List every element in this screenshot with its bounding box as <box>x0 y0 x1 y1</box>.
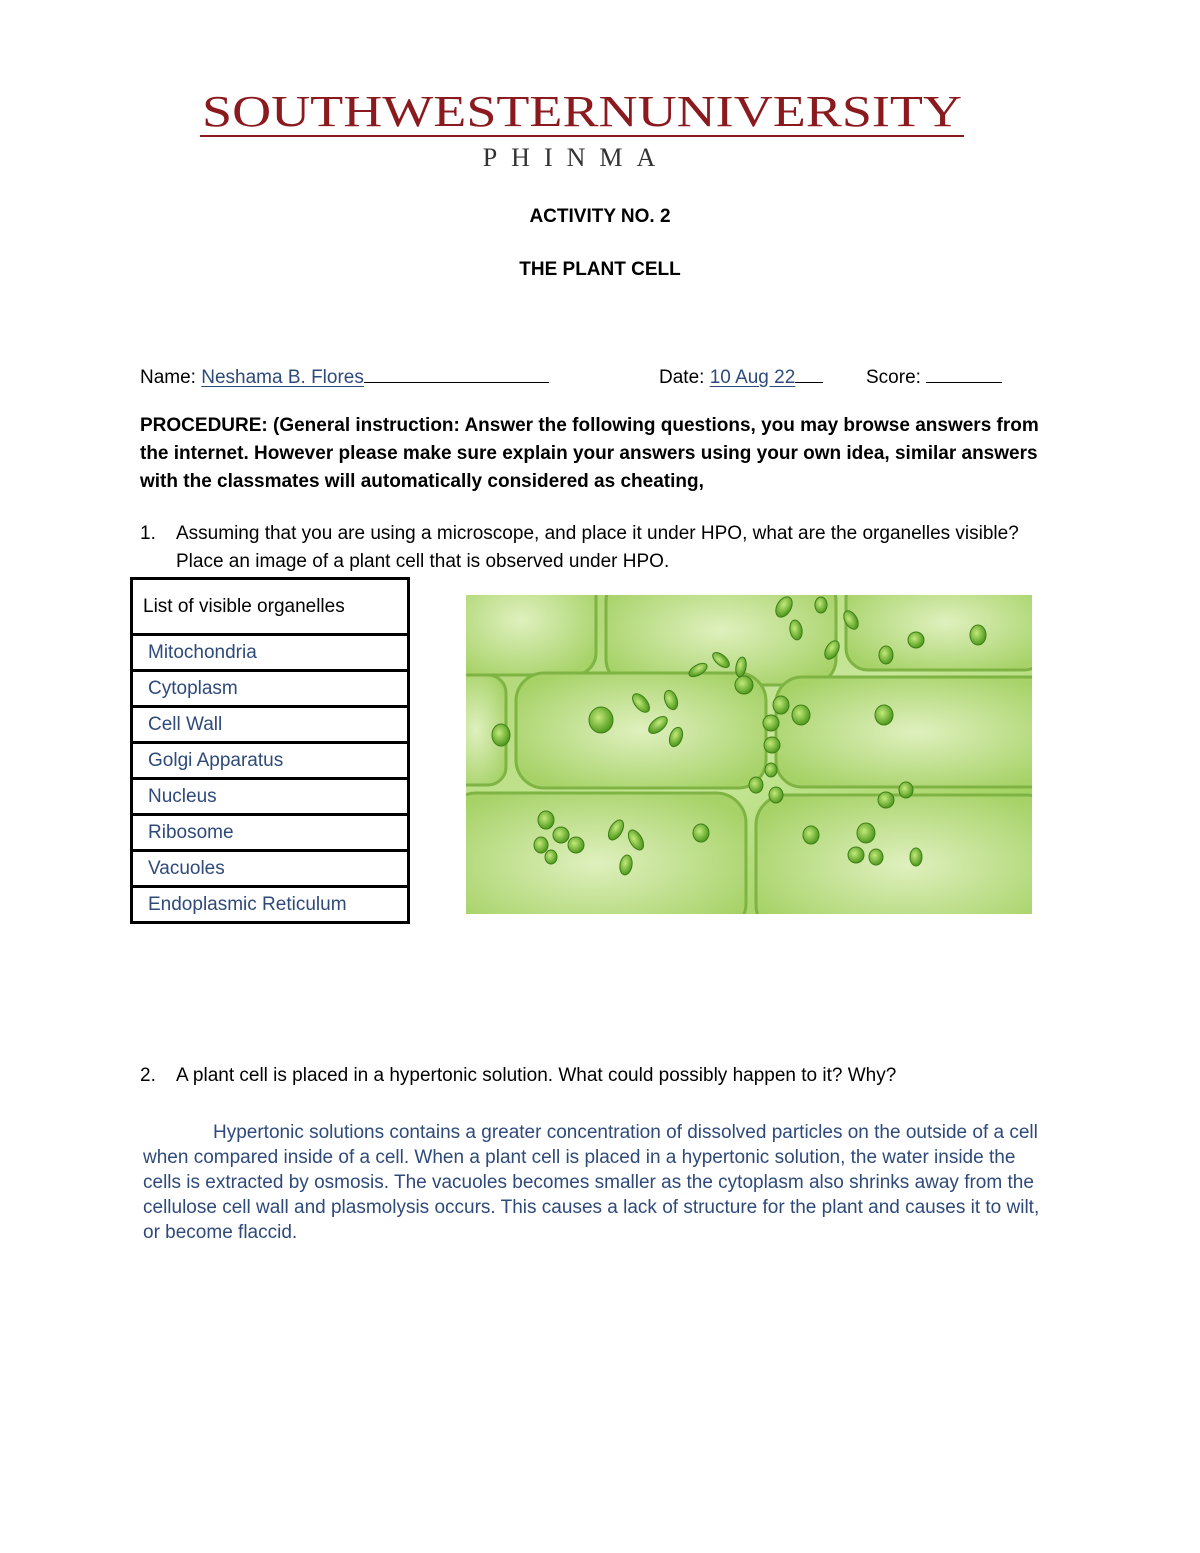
table-cell[interactable]: Vacuoles <box>132 851 409 887</box>
table-cell[interactable]: Nucleus <box>132 779 409 815</box>
table-cell[interactable]: Cytoplasm <box>132 671 409 707</box>
name-underline <box>364 364 549 383</box>
score-field[interactable] <box>926 364 1002 383</box>
logo-main-text: SOUTHWESTERNUNIVERSITY <box>202 88 963 136</box>
logo-sub-text: PHINMA <box>482 143 670 172</box>
answer-2-text[interactable]: Hypertonic solutions contains a greater concentration of dissolved particles on the outside of a cell when compared inside of a cell. When a plant cell is placed in a hypertonic solution, the water inside the cells is extracted by osmosis. The vacuoles becomes smaller as the cytoplasm also shrinks away from the cellulose cell wall and plasmolysis occurs. This causes a lack of structure for the plant and causes it to wilt, or become flaccid. <box>143 1122 1040 1243</box>
table-cell[interactable]: Endoplasmic Reticulum <box>132 887 409 923</box>
plant-cell-micrograph <box>466 595 1032 914</box>
score-label: Score: <box>866 367 921 388</box>
info-line <box>140 364 549 389</box>
table-cell[interactable]: Cell Wall <box>132 707 409 743</box>
table-cell[interactable]: Golgi Apparatus <box>132 743 409 779</box>
table-cell[interactable]: Ribosome <box>132 815 409 851</box>
question-1 <box>140 520 1070 576</box>
university-logo <box>200 88 964 172</box>
organelle-table <box>130 577 410 924</box>
activity-subject: THE PLANT CELL <box>519 259 681 280</box>
question-number: 1. <box>140 523 156 544</box>
question-text: Assuming that you are using a microscope, and place it under HPO, what are the organelles visible? Place an image of a plant cell that is observed under HPO. <box>176 523 1019 572</box>
date-underline <box>795 364 823 383</box>
table-cell[interactable]: Mitochondria <box>132 635 409 671</box>
table-header: List of visible organelles <box>132 579 409 635</box>
question-number: 2. <box>140 1065 156 1086</box>
name-field[interactable]: Neshama B. Flores <box>201 367 364 388</box>
question-text: A plant cell is placed in a hypertonic solution. What could possibly happen to it? Why? <box>176 1065 897 1086</box>
question-2 <box>140 1062 1070 1090</box>
activity-title: ACTIVITY NO. 2 <box>529 206 671 227</box>
procedure-text: PROCEDURE: (General instruction: Answer the following questions, you may browse answers from the internet. However please make sure explain your answers using your own idea, similar answers with the classmates will automatically considered as cheating, <box>140 415 1039 492</box>
name-label: Name: <box>140 367 196 388</box>
date-line <box>659 364 823 389</box>
date-field[interactable]: 10 Aug 22 <box>709 367 796 388</box>
score-line <box>866 364 1002 389</box>
date-label: Date: <box>659 367 705 388</box>
